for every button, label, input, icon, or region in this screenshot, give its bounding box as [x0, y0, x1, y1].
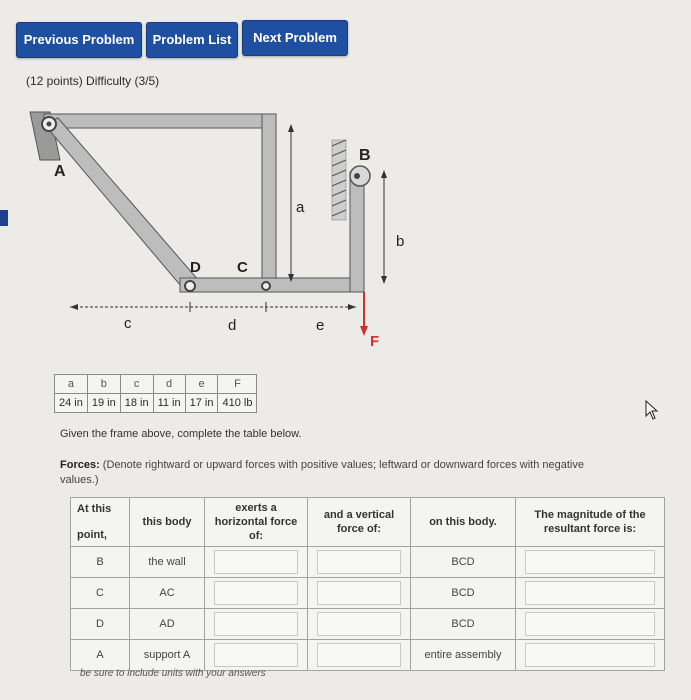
- answer-header-row: [71, 498, 665, 547]
- given-header-cell: b: [87, 375, 120, 394]
- label-d-dimension: d: [228, 317, 237, 334]
- problem-prompt: Given the frame above, complete the table below.: [60, 428, 302, 440]
- horizontal-force-cell: [205, 609, 308, 640]
- given-value-cell: 17 in: [185, 394, 218, 413]
- row-point: C: [71, 578, 130, 609]
- horizontal-force-input-d[interactable]: [214, 612, 298, 636]
- riser-member: [350, 172, 364, 292]
- frame-diagram: [0, 95, 691, 360]
- row-on-body: BCD: [411, 609, 516, 640]
- horizontal-force-input-c[interactable]: [214, 581, 298, 605]
- horizontal-force-cell: [205, 640, 308, 671]
- bottom-member-bcd: [180, 278, 364, 292]
- vertical-member: [262, 114, 276, 292]
- forces-text: (Denote rightward or upward forces with positive values; leftward or downward forces with negative values.): [60, 459, 584, 486]
- label-c-point: C: [237, 259, 248, 276]
- label-c-dimension: c: [124, 315, 132, 332]
- answer-row-b: [71, 547, 665, 578]
- resultant-cell: [516, 578, 665, 609]
- header-vertical-force: and a vertical force of:: [308, 498, 411, 547]
- units-note: be sure to include units with your answers: [80, 668, 266, 679]
- previous-problem-button[interactable]: Previous Problem: [16, 22, 142, 58]
- vertical-force-input-b[interactable]: [317, 550, 401, 574]
- label-a-dimension: a: [296, 199, 305, 216]
- problem-list-button[interactable]: Problem List: [146, 22, 238, 58]
- forces-instructions: [60, 458, 590, 488]
- forces-heading: Forces:: [60, 459, 100, 471]
- given-value-cell: 18 in: [120, 394, 153, 413]
- given-values-table: [54, 374, 257, 413]
- vertical-force-cell: [308, 609, 411, 640]
- pin-c: [262, 282, 270, 290]
- header-this-body: this body: [130, 498, 205, 547]
- next-problem-button[interactable]: Next Problem: [242, 20, 348, 56]
- given-header-cell: d: [153, 375, 185, 394]
- given-value-cell: 24 in: [55, 394, 88, 413]
- horizontal-force-cell: [205, 547, 308, 578]
- vertical-force-cell: [308, 640, 411, 671]
- row-on-body: BCD: [411, 578, 516, 609]
- pin-d: [185, 281, 195, 291]
- wall-hatch: [332, 140, 346, 220]
- row-on-body: BCD: [411, 547, 516, 578]
- header-at-this: At this: [77, 503, 112, 515]
- given-header-cell: c: [120, 375, 153, 394]
- label-a-point: A: [54, 163, 66, 180]
- horizontal-force-cell: [205, 578, 308, 609]
- given-value-cell: 19 in: [87, 394, 120, 413]
- label-b-point: B: [359, 147, 371, 164]
- header-on-this-body: on this body.: [411, 498, 516, 547]
- given-header-cell: e: [185, 375, 218, 394]
- given-value-cell: 410 lb: [218, 394, 257, 413]
- resultant-input-a[interactable]: [525, 643, 655, 667]
- vertical-force-cell: [308, 547, 411, 578]
- header-point: point,: [77, 529, 107, 541]
- resultant-input-d[interactable]: [525, 612, 655, 636]
- vertical-force-input-a[interactable]: [317, 643, 401, 667]
- given-value-row: [55, 394, 257, 413]
- row-body: AD: [130, 609, 205, 640]
- row-point: D: [71, 609, 130, 640]
- resultant-cell: [516, 640, 665, 671]
- vertical-force-input-d[interactable]: [317, 612, 401, 636]
- answer-row-d: [71, 609, 665, 640]
- label-d-point: D: [190, 259, 201, 276]
- row-point: A: [71, 640, 130, 671]
- horizontal-force-input-b[interactable]: [214, 550, 298, 574]
- horizontal-force-input-a[interactable]: [214, 643, 298, 667]
- header-resultant-magnitude: The magnitude of the resultant force is:: [516, 498, 665, 547]
- given-value-cell: 11 in: [153, 394, 185, 413]
- mouse-cursor-icon: [645, 400, 659, 420]
- answer-table: [70, 497, 665, 671]
- row-body: AC: [130, 578, 205, 609]
- vertical-force-input-c[interactable]: [317, 581, 401, 605]
- answer-row-a: [71, 640, 665, 671]
- row-on-body: entire assembly: [411, 640, 516, 671]
- row-body: support A: [130, 640, 205, 671]
- resultant-input-b[interactable]: [525, 550, 655, 574]
- top-member: [44, 114, 274, 128]
- row-body: the wall: [130, 547, 205, 578]
- label-e-dimension: e: [316, 317, 325, 334]
- row-point: B: [71, 547, 130, 578]
- header-horizontal-force: exerts a horizontal force of:: [205, 498, 308, 547]
- answer-row-c: [71, 578, 665, 609]
- diagonal-member-ad: [44, 118, 200, 292]
- points-difficulty: (12 points) Difficulty (3/5): [26, 74, 160, 88]
- resultant-input-c[interactable]: [525, 581, 655, 605]
- vertical-force-cell: [308, 578, 411, 609]
- label-force-f: F: [370, 333, 380, 350]
- resultant-cell: [516, 609, 665, 640]
- given-header-row: [55, 375, 257, 394]
- resultant-cell: [516, 547, 665, 578]
- label-b-dimension: b: [396, 233, 405, 250]
- given-header-cell: F: [218, 375, 257, 394]
- header-at-this-point: [71, 498, 130, 547]
- given-header-cell: a: [55, 375, 88, 394]
